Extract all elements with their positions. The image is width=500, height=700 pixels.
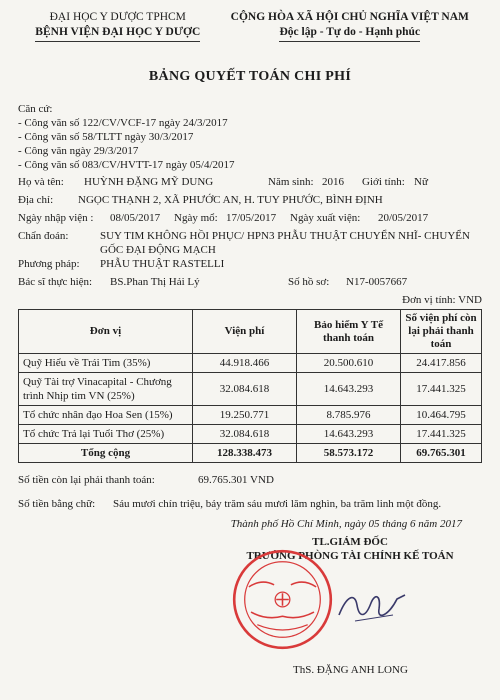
sponsor-name: Quỹ Hiểu về Trái Tim (35%) — [19, 354, 193, 373]
diagnosis-line-2: GỐC ĐẠI ĐỘNG MẠCH — [100, 244, 216, 256]
national-motto: Độc lập - Tự do - Hạnh phúc — [279, 25, 420, 42]
surgery-label: Ngày mổ: — [174, 212, 218, 224]
column-header-remaining: Số viện phí còn lại phải thanh toán — [401, 310, 482, 354]
total-insurance: 58.573.172 — [297, 444, 401, 463]
address-label: Địa chỉ: — [18, 194, 54, 206]
method: PHẪU THUẬT RASTELLI — [100, 258, 225, 270]
diagnosis — [100, 229, 470, 257]
remaining-amount: 24.417.856 — [401, 354, 482, 373]
currency-unit: Đơn vị tính: VND — [402, 294, 482, 306]
admit-label: Ngày nhập viện : — [18, 212, 94, 224]
hospital-fee: 32.084.618 — [193, 373, 297, 406]
remaining-amount: 17.441.325 — [401, 373, 482, 406]
name-label: Họ và tên: — [18, 176, 64, 188]
in-words-label: Số tiền bằng chữ: — [18, 498, 96, 510]
basis-item: - Công văn số 083/CV/HVTT-17 ngày 05/4/2017 — [18, 159, 235, 171]
birth-label: Năm sinh: — [268, 176, 314, 188]
dates-row — [18, 211, 482, 225]
admit-date: 08/05/2017 — [110, 212, 161, 224]
remaining-value: 69.765.301 VND — [198, 474, 274, 486]
record-number: N17-0057667 — [346, 276, 408, 288]
document-title: BẢNG QUYẾT TOÁN CHI PHÍ — [148, 69, 352, 84]
signer-title: TRƯỞNG PHÒNG TÀI CHÍNH KẾ TOÁN — [246, 550, 454, 562]
table-row — [19, 425, 482, 444]
basis-item: - Công văn ngày 29/3/2017 — [18, 145, 139, 157]
gender-label: Giới tính: — [362, 176, 405, 188]
total-remaining: 69.765.301 — [401, 444, 482, 463]
patient-info — [18, 175, 482, 289]
column-header-unit: Đơn vị — [19, 310, 193, 354]
issuer-university: ĐẠI HỌC Y DƯỢC TPHCM — [49, 11, 186, 23]
basis-item: - Công văn số 58/TLTT ngày 30/3/2017 — [18, 131, 194, 143]
patient-name: HUỲNH ĐẶNG MỸ DUNG — [84, 176, 214, 188]
address: NGỌC THẠNH 2, XÃ PHƯỚC AN, H. TUY PHƯỚC, BÌNH ĐỊNH — [78, 194, 383, 206]
remaining-label: Số tiền còn lại phải thanh toán: — [18, 474, 155, 486]
birth-year: 2016 — [322, 176, 344, 188]
basis-item: - Công văn số 122/CV/VCF-17 ngày 24/3/2017 — [18, 117, 228, 129]
table-row — [19, 354, 482, 373]
column-header-fee: Viện phí — [193, 310, 297, 354]
diagnosis-line-1: SUY TIM KHÔNG HỒI PHỤC/ HPN3 PHẪU THUẬT CHUYỂN NHĨ- CHUYỂN — [100, 230, 470, 242]
insurance-paid: 14.643.293 — [297, 425, 401, 444]
diagnosis-row — [18, 229, 482, 257]
hospital-fee: 32.084.618 — [193, 425, 297, 444]
surgery-date: 17/05/2017 — [226, 212, 277, 224]
remaining-row — [18, 473, 482, 487]
address-row — [18, 193, 482, 207]
hospital-fee: 19.250.771 — [193, 406, 297, 425]
basis-section — [18, 102, 482, 172]
in-words-value: Sáu mươi chín triệu, bảy trăm sáu mươi lăm nghìn, ba trăm linh một đồng. — [113, 498, 442, 510]
signing-date: Thành phố Hồ Chí Minh, ngày 05 tháng 6 năm 2017 — [230, 518, 462, 530]
remaining-amount: 10.464.795 — [401, 406, 482, 425]
discharge-date: 20/05/2017 — [378, 212, 429, 224]
handwritten-signature-icon — [335, 585, 410, 630]
table-row — [19, 406, 482, 425]
insurance-paid: 14.643.293 — [297, 373, 401, 406]
sponsor-name: Tổ chức nhân đạo Hoa Sen (15%) — [19, 406, 193, 425]
republic-name: CỘNG HÒA XÃ HỘI CHỦ NGHĨA VIỆT NAM — [230, 11, 469, 23]
signer-authority: TL.GIÁM ĐỐC — [312, 536, 388, 548]
table-total-row — [19, 444, 482, 463]
table-header-row — [19, 310, 482, 354]
gender: Nữ — [414, 176, 428, 188]
patient-name-row — [18, 175, 482, 189]
total-fee: 128.338.473 — [193, 444, 297, 463]
method-label: Phương pháp: — [18, 258, 80, 270]
remaining-amount: 17.441.325 — [401, 425, 482, 444]
issuer-block — [18, 10, 218, 42]
discharge-label: Ngày xuất viện: — [290, 212, 361, 224]
hospital-fee: 44.918.466 — [193, 354, 297, 373]
column-header-insurance: Bảo hiểm Y Tế thanh toán — [297, 310, 401, 354]
sponsor-name: Quỹ Tài trợ Vinacapital - Chương trình Nhịp tim VN (25%) — [19, 373, 193, 406]
settlement-table — [18, 309, 482, 463]
record-label: Số hồ sơ: — [288, 276, 330, 288]
table-row — [19, 373, 482, 406]
hospital-stamp-icon — [230, 547, 335, 652]
diagnosis-label: Chẩn đoán: — [18, 230, 69, 242]
basis-label: Căn cứ: — [18, 103, 53, 115]
signer-name: ThS. ĐẶNG ANH LONG — [293, 664, 408, 676]
insurance-paid: 8.785.976 — [297, 406, 401, 425]
sponsor-name: Tổ chức Trả lại Tuổi Thơ (25%) — [19, 425, 193, 444]
issuer-hospital: BỆNH VIỆN ĐẠI HỌC Y DƯỢC — [35, 25, 200, 42]
doctor: BS.Phan Thị Hải Lý — [110, 276, 200, 288]
in-words-row — [18, 497, 482, 511]
doctor-row — [18, 275, 482, 289]
insurance-paid: 20.500.610 — [297, 354, 401, 373]
method-row — [18, 257, 482, 271]
total-label: Tổng cộng — [19, 444, 193, 463]
document-header — [18, 10, 482, 42]
national-motto-block — [218, 10, 482, 42]
doctor-label: Bác sĩ thực hiện: — [18, 276, 93, 288]
